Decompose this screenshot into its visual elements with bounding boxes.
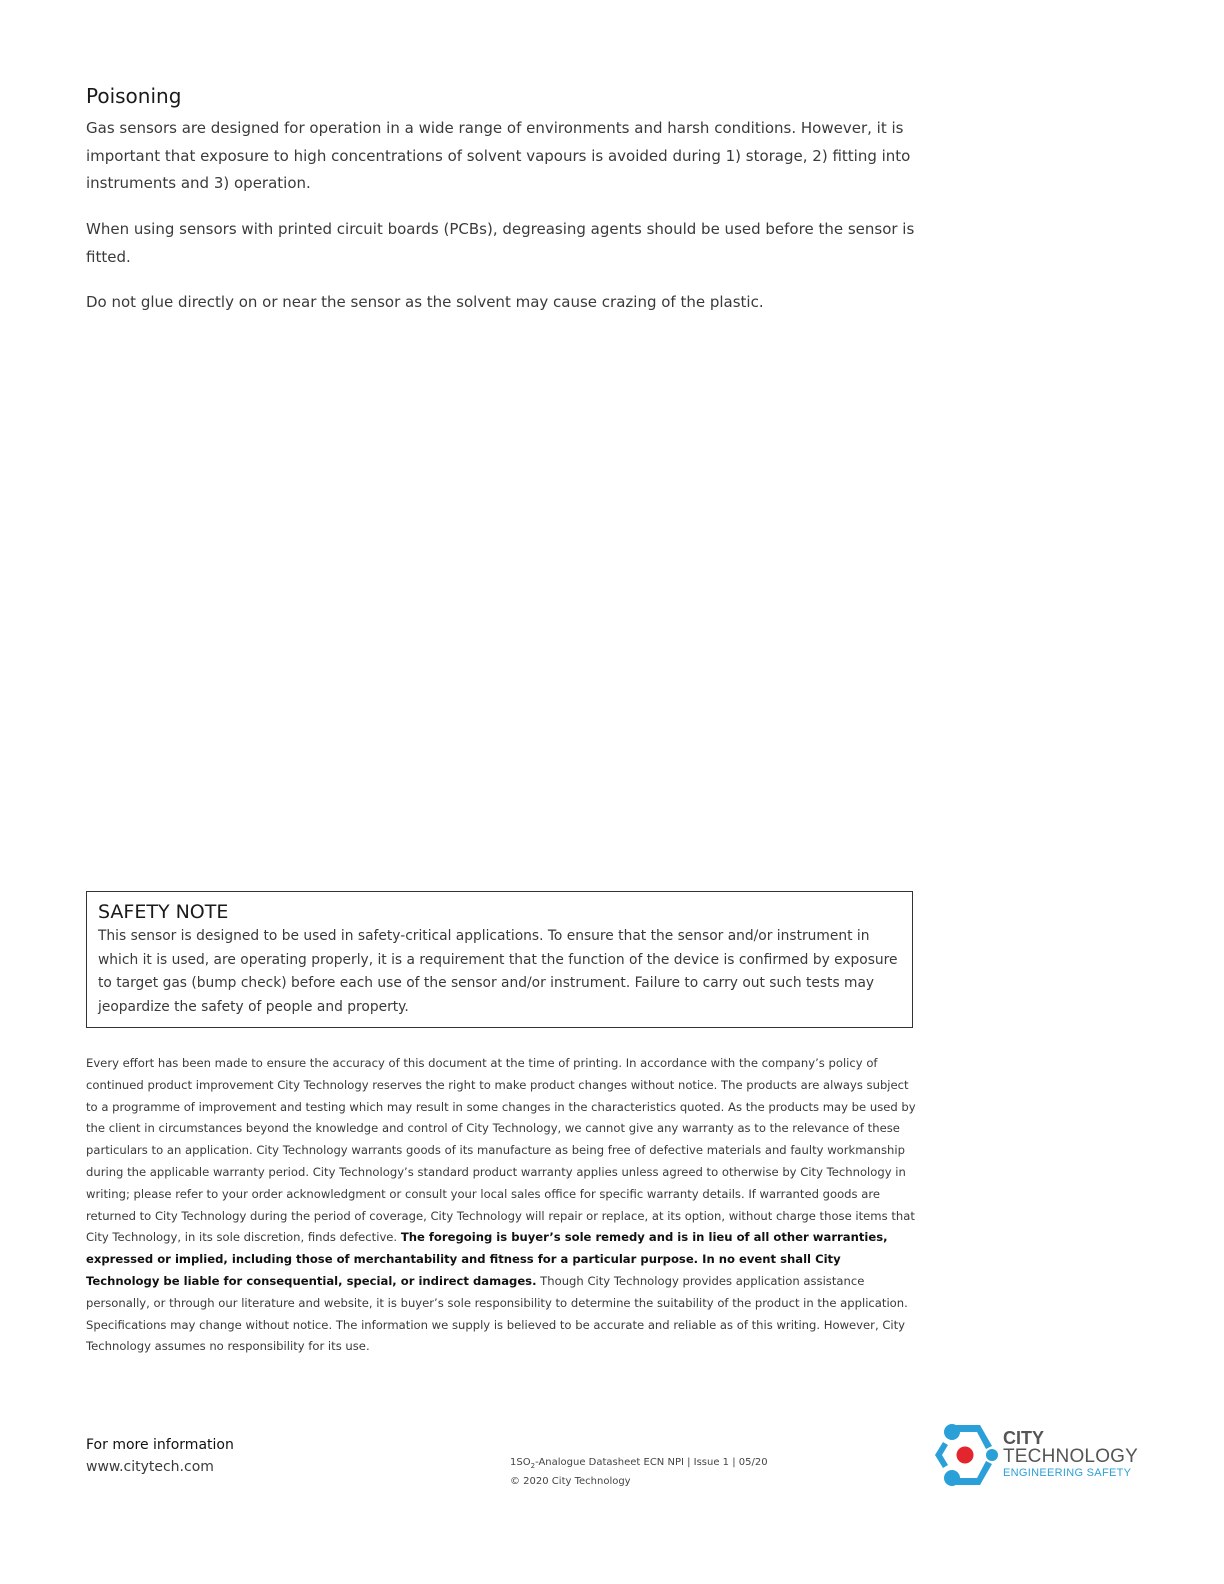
disclaimer-part-1: Every effort has been made to ensure the accuracy of this document at the time of printing. In accordance with the company’s policy of continued product improvement City Technology reserves the right to make product changes without notice. The products are always subject to a programme of improvement and testing which may result in some changes in the characteristics quoted. As the products may be used by the client in circumstances beyond the knowledge and control of City Technology, we cannot give any warranty as to the relevance of these particulars to an application. City Technology warrants goods of its manufacture as being free of defective materials and faulty workmanship during the applicable warranty period. City Technology’s standard product warranty applies unless agreed to otherwise by City Technology in writing; please refer to your order acknowledgment or consult your local sales office for specific warranty details. If warranted goods are returned to City Technology during the period of coverage, City Technology will repair or replace, at its option, without charge those items that City Technology, in its sole discretion, finds defective.	[86, 1056, 916, 1245]
logo-word-technology: TECHNOLOGY	[1003, 1446, 1139, 1467]
city-technology-logo	[934, 1421, 1139, 1489]
website-link[interactable]: www.citytech.com	[86, 1459, 214, 1475]
copyright-text: © 2020 City Technology	[510, 1476, 631, 1487]
more-info-label: For more information	[86, 1437, 234, 1453]
logo-word-city: CITY	[1003, 1428, 1045, 1448]
hexagon-logo-icon	[934, 1421, 1002, 1489]
disclaimer-text	[86, 1053, 916, 1358]
poisoning-paragraph: When using sensors with printed circuit boards (PCBs), degreasing agents should be used before the sensor is fitted.	[86, 220, 915, 266]
document-meta	[510, 1455, 768, 1490]
poisoning-paragraph: Gas sensors are designed for operation in a wide range of environments and harsh conditions. However, it is important that exposure to high concentrations of solvent vapours is avoided during 1) storage, 2) fitting into instruments and 3) operation.	[86, 119, 911, 192]
disclaimer-bold-warranty: The foregoing is buyer’s sole remedy and is in lieu of all other warranties, expressed or implied, including those of merchantability and fitness for a particular purpose. In no event shall City Technology be liable for consequential, special, or indirect damages.	[86, 1230, 888, 1288]
safety-note-title: SAFETY NOTE	[98, 901, 229, 923]
poisoning-paragraph: Do not glue directly on or near the sensor as the solvent may cause crazing of the plastic.	[86, 293, 764, 311]
logo-tagline: ENGINEERING SAFETY	[1003, 1467, 1132, 1479]
section-title-poisoning: Poisoning	[86, 84, 182, 108]
safety-note-text: This sensor is designed to be used in safety-critical applications. To ensure that the sensor and/or instrument in which it is used, are operating properly, it is a requirement that the function of the device is confirmed by exposure to target gas (bump check) before each use of the sensor and/or instrument. Failure to carry out such tests may jeopardize the safety of people and property.	[98, 928, 898, 1016]
disclaimer-part-2: Though City Technology provides application assistance personally, or through our literature and website, it is buyer’s sole responsibility to determine the suitability of the product in the application. Specifications may change without notice. The information we supply is believed to be accurate and reliable as of this writing. However, City Technology assumes no responsibility for its use.	[86, 1273, 908, 1354]
safety-note-box	[86, 891, 913, 1028]
document-id: $1SO_2$-Analogue Datasheet ECN NPI | Issue 1 | 05/20	[510, 1457, 768, 1470]
